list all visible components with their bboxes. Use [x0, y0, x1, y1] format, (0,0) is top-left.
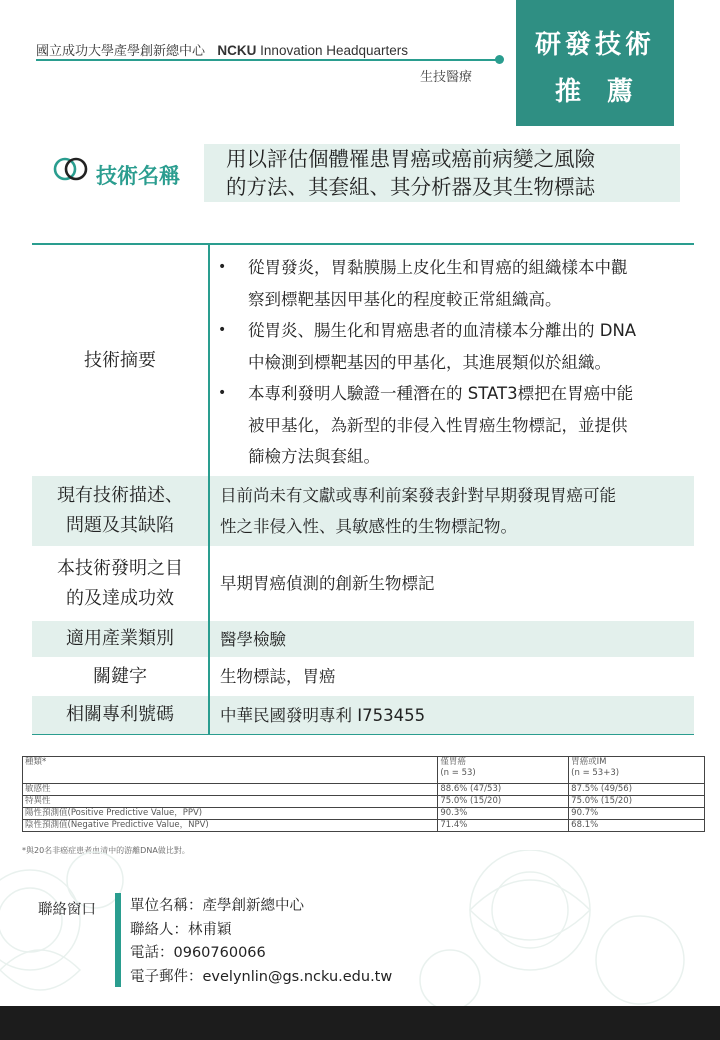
- contact-phone: 電話：0960760066: [130, 945, 266, 961]
- recommendation-badge: [516, 0, 674, 126]
- contact-email[interactable]: 電子郵件：evelynlin@gs.ncku.edu.tw: [130, 968, 393, 985]
- tech-name-title: [204, 144, 680, 202]
- abstract-bullet-2-line-2: 中檢測到標靶基因的甲基化，其進展類似於組織。: [248, 352, 611, 372]
- header-gastric-cancer-or-im-line-1: 胃癌或IM: [571, 757, 607, 767]
- existing-tech-value-line-2: 性之非侵入性、具敏感性的生物標記物。: [220, 517, 517, 536]
- abstract-bullet-3-line-2: 被甲基化，為新型的非侵入性胃癌生物標記，並提供: [248, 415, 628, 435]
- purpose-label: [32, 546, 210, 621]
- table-row: [23, 784, 705, 796]
- tech-name-title-line-2: 的方法、其套組、其分析器及其生物標誌: [226, 175, 595, 199]
- abstract-value: [210, 245, 694, 476]
- abstract-bullet-1-line-1: • 從胃發炎，胃黏膜腸上皮化生和胃癌的組織樣本中觀: [248, 258, 628, 278]
- patent-label: 相關專利號碼: [32, 696, 210, 734]
- abstract-bullet: [218, 378, 694, 473]
- gc-cell: 71.4%: [438, 820, 569, 832]
- table-row: [23, 796, 705, 808]
- row-existing-tech: [32, 476, 694, 546]
- contact-details: [130, 895, 392, 989]
- gc-im-cell: 68.1%: [569, 820, 705, 832]
- tech-name-label: 技術名稱: [96, 164, 180, 188]
- double-ring-icon: [52, 154, 92, 184]
- industry-label: 適用產業類別: [32, 621, 210, 657]
- gc-im-cell: 90.7%: [569, 808, 705, 820]
- table-row: [23, 820, 705, 832]
- keywords-label: 關鍵字: [32, 657, 210, 696]
- category-label: 生技醫療: [420, 70, 473, 85]
- abstract-bullet: [218, 252, 694, 315]
- badge-line-2: 推薦: [554, 77, 659, 107]
- performance-data-table: [22, 756, 705, 832]
- gc-cell: 90.3%: [438, 808, 569, 820]
- contact-accent-bar: [115, 893, 121, 987]
- header-gastric-cancer-line-2: (n = 53): [440, 768, 476, 778]
- patent-value: 中華民國發明專利 I753455: [220, 705, 426, 725]
- row-industry: [32, 621, 694, 657]
- tech-name-title-line-1: 用以評估個體罹患胃癌或癌前病變之風險: [226, 147, 595, 171]
- metric-cell: 陰性預測值(Negative Predictive Value，NPV): [23, 820, 438, 832]
- keywords-value: 生物標誌，胃癌: [220, 667, 336, 686]
- data-table-footnote: *與20名非癌症患者血清中的游離DNA做比對。: [22, 846, 190, 855]
- header-type: 種類*: [23, 757, 438, 784]
- contact-unit: 單位名稱：產學創新總中心: [130, 898, 304, 914]
- contact-person: 聯絡人：林甫穎: [130, 921, 232, 938]
- org-name-en: [217, 43, 408, 58]
- org-name: [36, 40, 408, 59]
- table-row: [23, 808, 705, 820]
- header-gastric-cancer-or-im-line-2: (n = 53+3): [571, 768, 620, 778]
- abstract-bullet: [218, 315, 694, 378]
- row-keywords: [32, 657, 694, 696]
- org-name-en-rest: Innovation Headquarters: [256, 43, 409, 58]
- gc-im-cell: 75.0% (15/20): [569, 796, 705, 808]
- existing-tech-label-line-2: 問題及其缺陷: [66, 515, 174, 536]
- header-divider: [36, 59, 500, 61]
- purpose-label-line-1: 本技術發明之目: [57, 557, 183, 579]
- gc-cell: 88.6% (47/53): [438, 784, 569, 796]
- metric-cell: 敏感性: [23, 784, 438, 796]
- row-purpose: [32, 546, 694, 621]
- industry-value: 醫學檢驗: [220, 629, 286, 649]
- row-patent: [32, 696, 694, 734]
- org-name-en-bold: NCKU: [217, 43, 257, 58]
- header-gastric-cancer: [438, 757, 569, 784]
- data-table-header-row: [23, 757, 705, 784]
- abstract-bullet-1-line-2: 察到標靶基因甲基化的程度較正常組織高。: [248, 289, 562, 309]
- gc-im-cell: 87.5% (49/56): [569, 784, 705, 796]
- purpose-value: 早期胃癌偵測的創新生物標記: [220, 574, 435, 593]
- header-divider-dot: [495, 55, 504, 64]
- abstract-bullet-2-line-1: • 從胃炎、腸生化和胃癌患者的血清樣本分離出的 DNA: [248, 321, 637, 341]
- org-name-zh: 國立成功大學產學創新總中心: [36, 44, 206, 59]
- abstract-label: 技術摘要: [32, 245, 210, 476]
- existing-tech-label: [32, 476, 210, 546]
- technology-info-table: [32, 243, 694, 735]
- metric-cell: 陽性預測值(Positive Predictive Value，PPV): [23, 808, 438, 820]
- existing-tech-value-line-1: 目前尚未有文獻或專利前案發表針對早期發現胃癌可能: [220, 486, 616, 505]
- row-abstract: [32, 245, 694, 476]
- gc-cell: 75.0% (15/20): [438, 796, 569, 808]
- existing-tech-label-line-1: 現有技術描述、: [57, 485, 183, 506]
- header-gastric-cancer-line-1: 僅胃癌: [440, 757, 466, 767]
- abstract-bullet-list: [218, 244, 694, 477]
- abstract-bullet-3-line-1: • 本專利發明人驗證一種潛在的 STAT3標把在胃癌中能: [248, 384, 634, 404]
- header-gastric-cancer-or-im: [569, 757, 705, 784]
- contact-label: 聯絡窗口: [38, 902, 96, 918]
- existing-tech-value: [210, 476, 694, 546]
- footer-bar: [0, 1006, 720, 1040]
- metric-cell: 特異性: [23, 796, 438, 808]
- abstract-bullet-3-line-3: 篩檢方法與套組。: [248, 447, 380, 467]
- badge-line-1: 研發技術: [534, 30, 655, 60]
- purpose-label-line-2: 的及達成功效: [66, 587, 174, 609]
